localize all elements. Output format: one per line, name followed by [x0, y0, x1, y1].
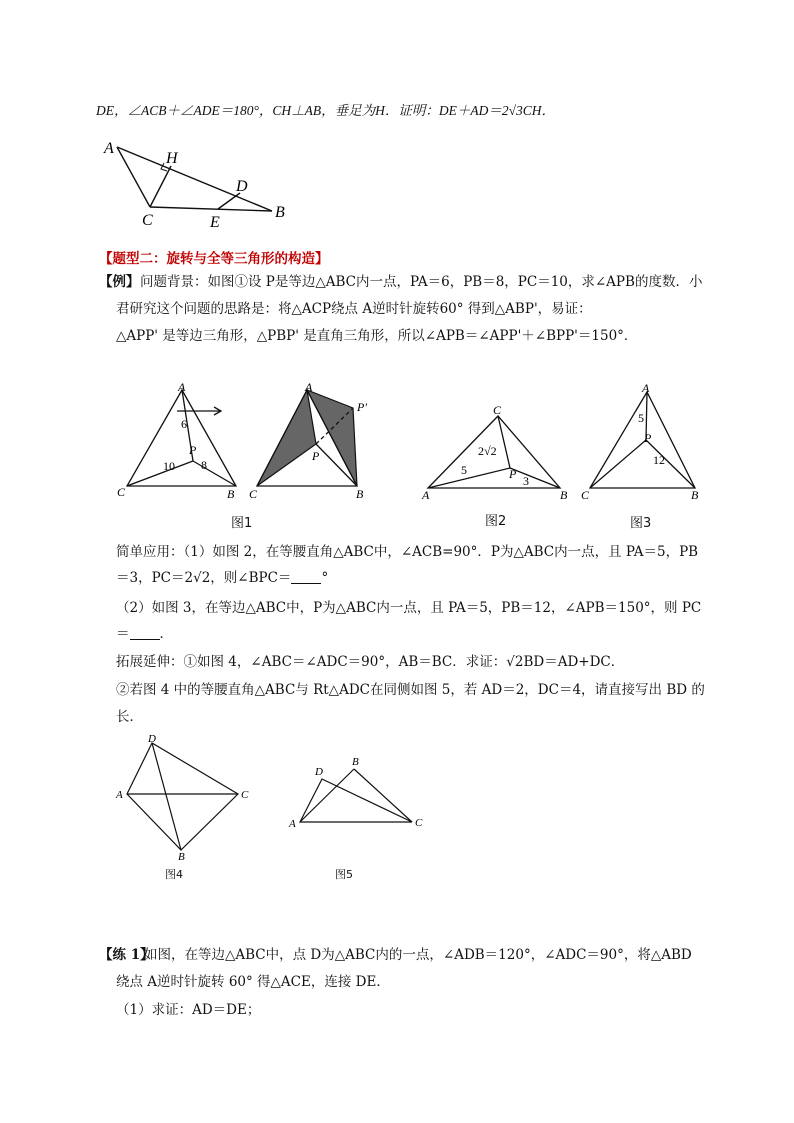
figure-1a	[115, 378, 245, 503]
label-c: C	[581, 488, 590, 502]
segment-cb	[150, 207, 272, 211]
label-a: A	[422, 488, 430, 502]
segment-ab	[117, 147, 272, 211]
figure-2	[420, 398, 580, 503]
practice-label: 【练 1】	[99, 947, 154, 963]
label-e: E	[210, 214, 220, 231]
application-line-1: 简单应用：（1）如图 2，在等腰直角△ABC中，∠ACB=90°．P为△ABC内一点，且 PA＝5，PB	[116, 544, 699, 560]
extension-line-2: ②若图 4 中的等腰直角△ABC与 Rt△ADC在同侧如图 5，若 AD＝2，DC＝4，请直接写出 BD 的	[116, 682, 705, 698]
label-5: 5	[638, 411, 644, 425]
label-c: C	[142, 212, 153, 229]
label-b: B	[356, 487, 364, 501]
label-d: D	[236, 178, 248, 195]
caption-fig2: 图2	[485, 514, 507, 529]
segment-ac	[117, 147, 150, 207]
example-line-2: 君研究这个问题的思路是：将△ACP绕点 A逆时针旋转60° 得到△ABP'，易证：	[116, 301, 592, 317]
label-a: A	[104, 140, 114, 157]
label-6: 6	[181, 417, 187, 431]
section-title: 【题型二：旋转与全等三角形的构造】	[99, 251, 329, 267]
label-8: 8	[201, 458, 207, 472]
label-c: C	[415, 817, 423, 829]
label-b: B	[352, 756, 359, 768]
segment-ed	[218, 193, 240, 209]
label-p: P	[644, 431, 652, 445]
shaded-triangle-acp	[257, 390, 316, 486]
figure-4	[112, 730, 257, 860]
label-a: A	[116, 789, 123, 801]
label-b: B	[178, 851, 185, 860]
caption-fig1: 图1	[231, 516, 253, 531]
label-c: C	[493, 403, 502, 417]
label-d: D	[315, 766, 323, 778]
label-p: P	[509, 467, 517, 481]
application-line-2	[116, 568, 328, 588]
label-h: H	[166, 150, 178, 167]
label-5: 5	[461, 463, 467, 477]
example-line-1: 问题背景：如图①设 P是等边△ABC内一点，PA＝6，PB＝8，PC＝10，求∠APB的度数．小	[140, 274, 703, 290]
figure-3	[578, 380, 708, 505]
extension-line-1: 拓展延伸：①如图 4，∠ABC＝∠ADC＝90°，AB＝BC．求证：√2BD＝AD+DC．	[116, 654, 625, 670]
label-a: A	[289, 818, 296, 830]
practice-line-2: 绕点 A逆时针旋转 60° 得△ACE，连接 DE．	[116, 974, 390, 990]
label-c: C	[249, 487, 258, 501]
label-2root2: 2√2	[478, 444, 497, 458]
label-a: A	[178, 380, 186, 394]
practice-line-1: 如图，在等边△ABC中，点 D为△ABC内的一点，∠ADB＝120°，∠ADC＝90°，将△ABD	[144, 947, 692, 963]
example-label: 【例】	[99, 274, 140, 290]
label-b: B	[227, 487, 235, 501]
label-p: P	[189, 443, 197, 457]
caption-fig3: 图3	[630, 516, 652, 531]
label-3: 3	[523, 474, 529, 488]
caption-fig4: 图4	[165, 868, 183, 881]
application-line-4	[116, 624, 173, 644]
period: ．	[159, 626, 173, 642]
figure-1b	[245, 378, 385, 503]
label-10: 10	[163, 459, 175, 473]
label-c: C	[241, 789, 249, 801]
label-a: A	[642, 381, 650, 395]
figure-top	[100, 138, 300, 233]
caption-fig5: 图5	[335, 868, 353, 881]
segment-ch	[150, 166, 171, 207]
label-b: B	[691, 488, 699, 502]
problem-statement-end: DE，∠ACB＋∠ADE＝180°，CH⊥AB，垂足为H．证明：DE＋AD＝2√3CH．	[96, 103, 556, 118]
extension-line-3: 长．	[116, 709, 143, 725]
figure-5	[285, 752, 430, 832]
answer-blank-2[interactable]	[130, 626, 160, 640]
application-line-3: （2）如图 3，在等边△ABC中，P为△ABC内一点，且 PA＝5，PB＝12，∠APB＝150°，则 PC	[116, 600, 702, 616]
practice-line-3: （1）求证：AD＝DE；	[116, 1002, 261, 1018]
label-a: A	[305, 380, 313, 394]
answer-blank-1[interactable]	[291, 570, 321, 584]
question-1-text: ＝3，PC＝2√2，则∠BPC＝	[116, 570, 292, 586]
label-p: P	[312, 449, 320, 463]
label-12: 12	[653, 453, 665, 467]
label-b: B	[560, 488, 568, 502]
label-c: C	[117, 485, 126, 499]
label-d: D	[148, 733, 156, 745]
question-2-text: ＝	[116, 626, 130, 642]
label-p-prime: P'	[357, 400, 367, 414]
degree-sign: °	[321, 570, 329, 586]
label-b: B	[275, 204, 285, 221]
example-line-3: △APP' 是等边三角形，△PBP' 是直角三角形，所以∠APB＝∠APP'＋∠BPP'＝150°．	[116, 328, 638, 344]
